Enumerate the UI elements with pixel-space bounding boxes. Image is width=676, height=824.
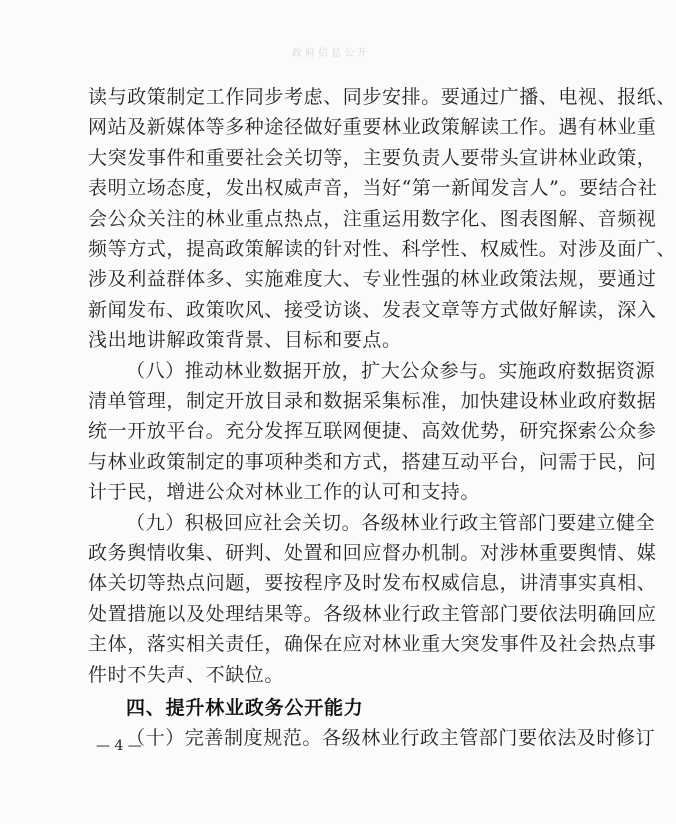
body-line: 清单管理，制定开放目录和数据采集标准，加快建设林业政府数据 <box>88 390 657 412</box>
body-line: 新闻发布、政策吹风、接受访谈、发表文章等方式做好解读，深入 <box>88 299 657 321</box>
body-line: 统一开放平台。充分发挥互联网便捷、高效优势，研究探索公众参 <box>88 420 657 442</box>
page-number: — 4 — <box>96 738 142 754</box>
section-8-first-line: （八）推动林业数据开放，扩大公众参与。实施政府数据资源 <box>126 360 656 382</box>
section-9-first-line: （九）积极回应社会关切。各级林业行政主管部门要建立健全 <box>126 512 656 534</box>
body-line: 表明立场态度，发出权威声音，当好“第一新闻发言人”。要结合社 <box>88 177 658 199</box>
body-line: 计于民，增进公众对林业工作的认可和支持。 <box>88 481 481 503</box>
body-line: 主体，落实相关责任，确保在应对林业重大突发事件及社会热点事 <box>88 633 657 655</box>
body-line: 浅出地讲解政策背景、目标和要点。 <box>88 329 402 351</box>
faint-watermark: 政府信息公开 <box>292 48 370 59</box>
body-line: 频等方式，提高政策解读的针对性、科学性、权威性。对涉及面广、 <box>88 238 676 260</box>
body-line: 会公众关注的林业重点热点，注重运用数字化、图表图解、音频视 <box>88 208 657 230</box>
body-line: 大突发事件和重要社会关切等，主要负责人要带头宣讲林业政策， <box>88 147 657 169</box>
body-line: 与林业政策制定的事项种类和方式，搭建互动平台，问需于民，问 <box>88 451 657 473</box>
body-line: 处置措施以及处理结果等。各级林业行政主管部门要依法明确回应 <box>88 603 657 625</box>
body-line: 网站及新媒体等多种途径做好重要林业政策解读工作。遇有林业重 <box>88 116 657 138</box>
body-line: 政务舆情收集、研判、处置和回应督办机制。对涉林重要舆情、媒 <box>88 542 657 564</box>
body-line: 体关切等热点问题，要按程序及时发布权威信息，讲清事实真相、 <box>88 572 657 594</box>
body-line: 涉及利益群体多、实施难度大、专业性强的林业政策法规，要通过 <box>88 268 657 290</box>
section-heading: 四、提升林业政务公开能力 <box>126 697 364 719</box>
body-line: 读与政策制定工作同步考虑、同步安排。要通过广播、电视、报纸、 <box>88 86 676 108</box>
body-line: 件时不失声、不缺位。 <box>88 664 285 686</box>
section-10-first-line: （十）完善制度规范。各级林业行政主管部门要依法及时修订 <box>126 727 656 749</box>
